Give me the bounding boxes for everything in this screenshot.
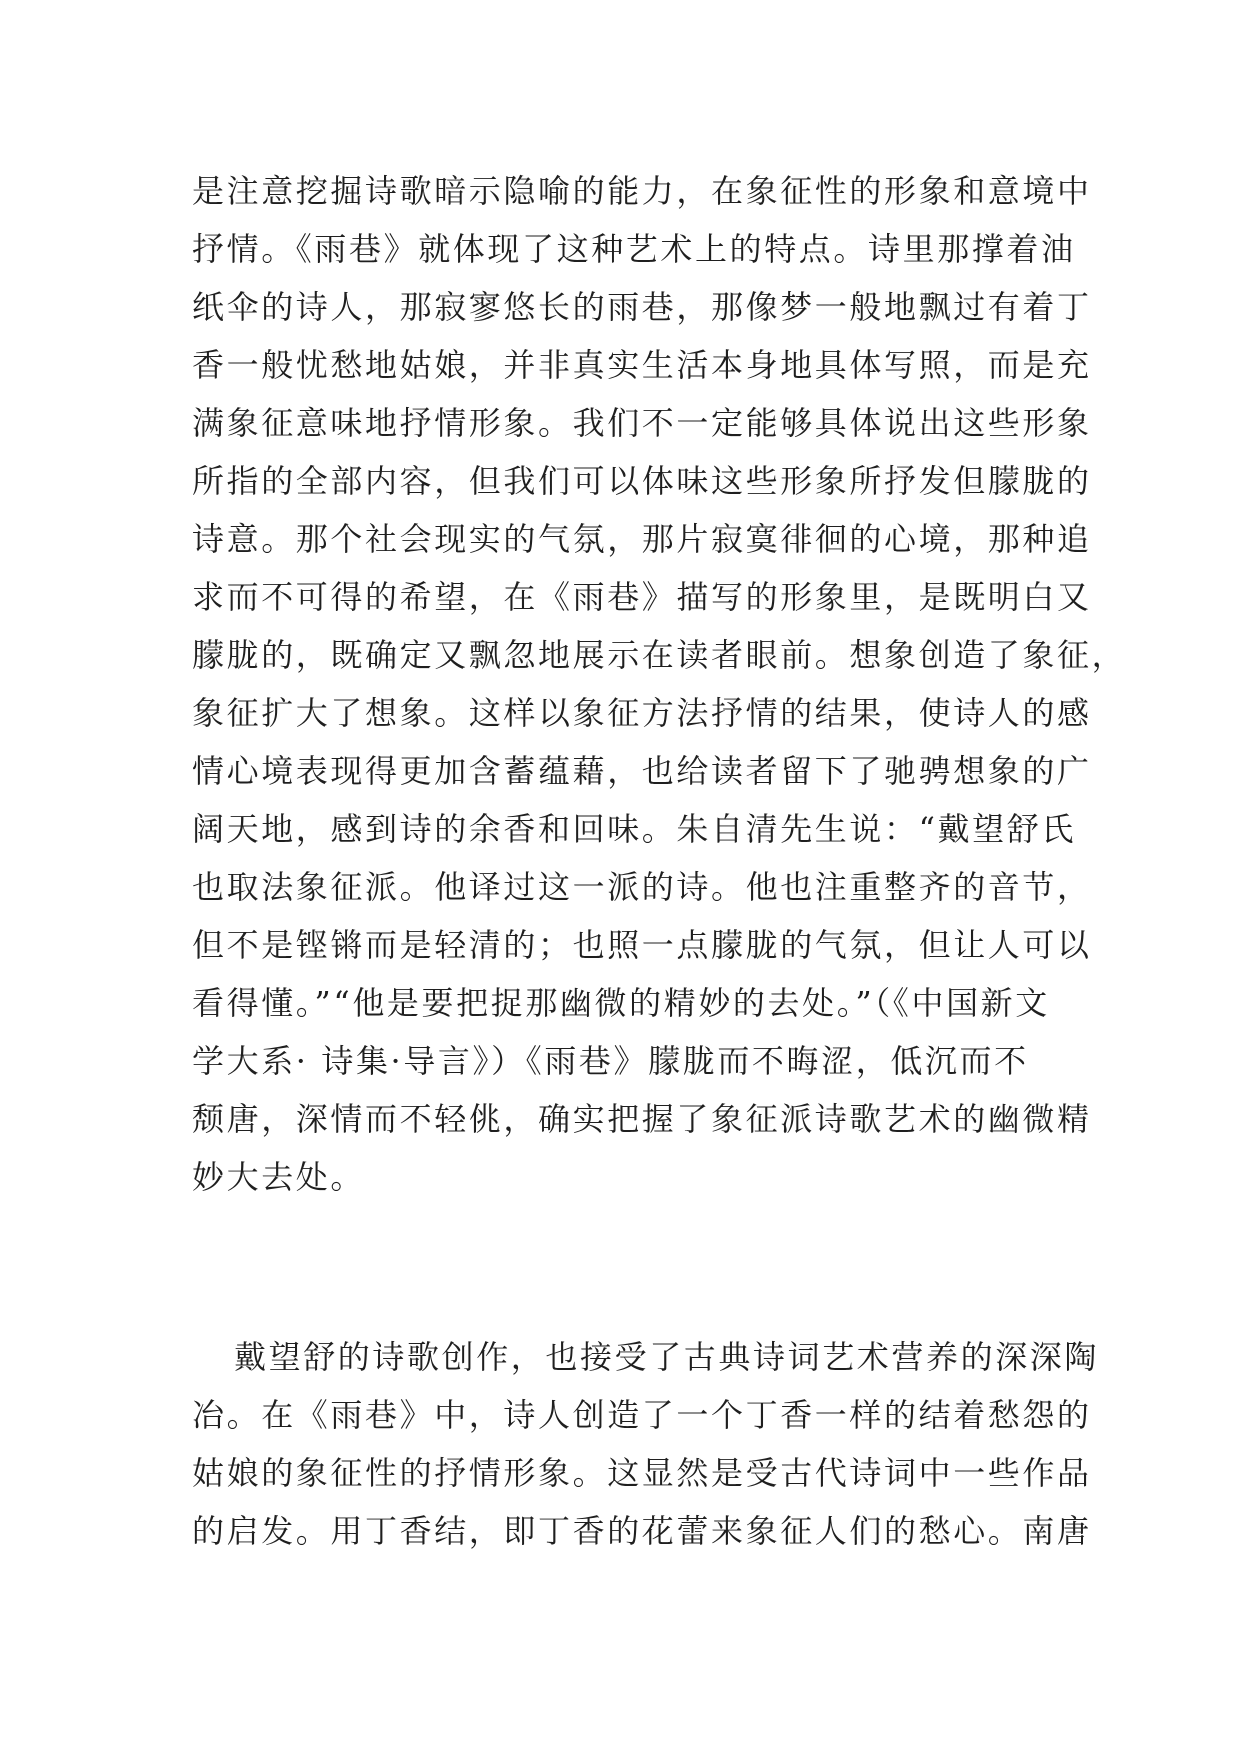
text-line: 也取法象征派。他译过这一派的诗。他也注重整齐的音节， (192, 868, 1092, 906)
text-line: 情心境表现得更加含蓄蕴藉，也给读者留下了驰骋想象的广 (192, 752, 1092, 790)
text-line: 看得懂。”“他是要把捉那幽微的精妙的去处。”（《中国新文 (192, 984, 1050, 1022)
paragraph-1 (192, 162, 1127, 1206)
text-line: 满象征意味地抒情形象。我们不一定能够具体说出这些形象 (192, 404, 1092, 442)
text-line: 香一般忧愁地姑娘，并非真实生活本身地具体写照，而是充 (192, 346, 1092, 384)
text-line: 抒情。《雨巷》就体现了这种艺术上的特点。诗里那撑着油 (192, 230, 1076, 268)
text-line: 但不是铿锵而是轻清的；也照一点朦胧的气氛，但让人可以 (192, 926, 1092, 964)
text-line-indented: 戴望舒的诗歌创作，也接受了古典诗词艺术营养的深深陶 (234, 1338, 1100, 1376)
text-line: 姑娘的象征性的抒情形象。这显然是受古代诗词中一些作品 (192, 1454, 1092, 1492)
text-line: 学大系· 诗集·导言》）《雨巷》朦胧而不晦涩，低沉而不 (192, 1042, 1029, 1080)
text-line: 诗意。那个社会现实的气氛，那片寂寞徘徊的心境，那种追 (192, 520, 1092, 558)
text-line: 的启发。用丁香结，即丁香的花蕾来象征人们的愁心。南唐 (192, 1512, 1092, 1550)
text-line: 纸伞的诗人，那寂寥悠长的雨巷，那像梦一般地飘过有着丁 (192, 288, 1092, 326)
text-line: 朦胧的，既确定又飘忽地展示在读者眼前。想象创造了象征， (192, 636, 1127, 674)
text-line: 阔天地，感到诗的余香和回味。朱自清先生说：“戴望舒氏 (192, 810, 1076, 848)
paragraph-2 (192, 1328, 1100, 1560)
text-line: 妙大去处。 (192, 1158, 366, 1196)
text-line: 冶。在《雨巷》中，诗人创造了一个丁香一样的结着愁怨的 (192, 1396, 1092, 1434)
text-line: 是注意挖掘诗歌暗示隐喻的能力，在象征性的形象和意境中 (192, 172, 1092, 210)
text-line: 所指的全部内容，但我们可以体味这些形象所抒发但朦胧的 (192, 462, 1092, 500)
text-line: 颓唐，深情而不轻佻，确实把握了象征派诗歌艺术的幽微精 (192, 1100, 1092, 1138)
text-line: 求而不可得的希望，在《雨巷》描写的形象里，是既明白又 (192, 578, 1092, 616)
text-line: 象征扩大了想象。这样以象征方法抒情的结果，使诗人的感 (192, 694, 1092, 732)
